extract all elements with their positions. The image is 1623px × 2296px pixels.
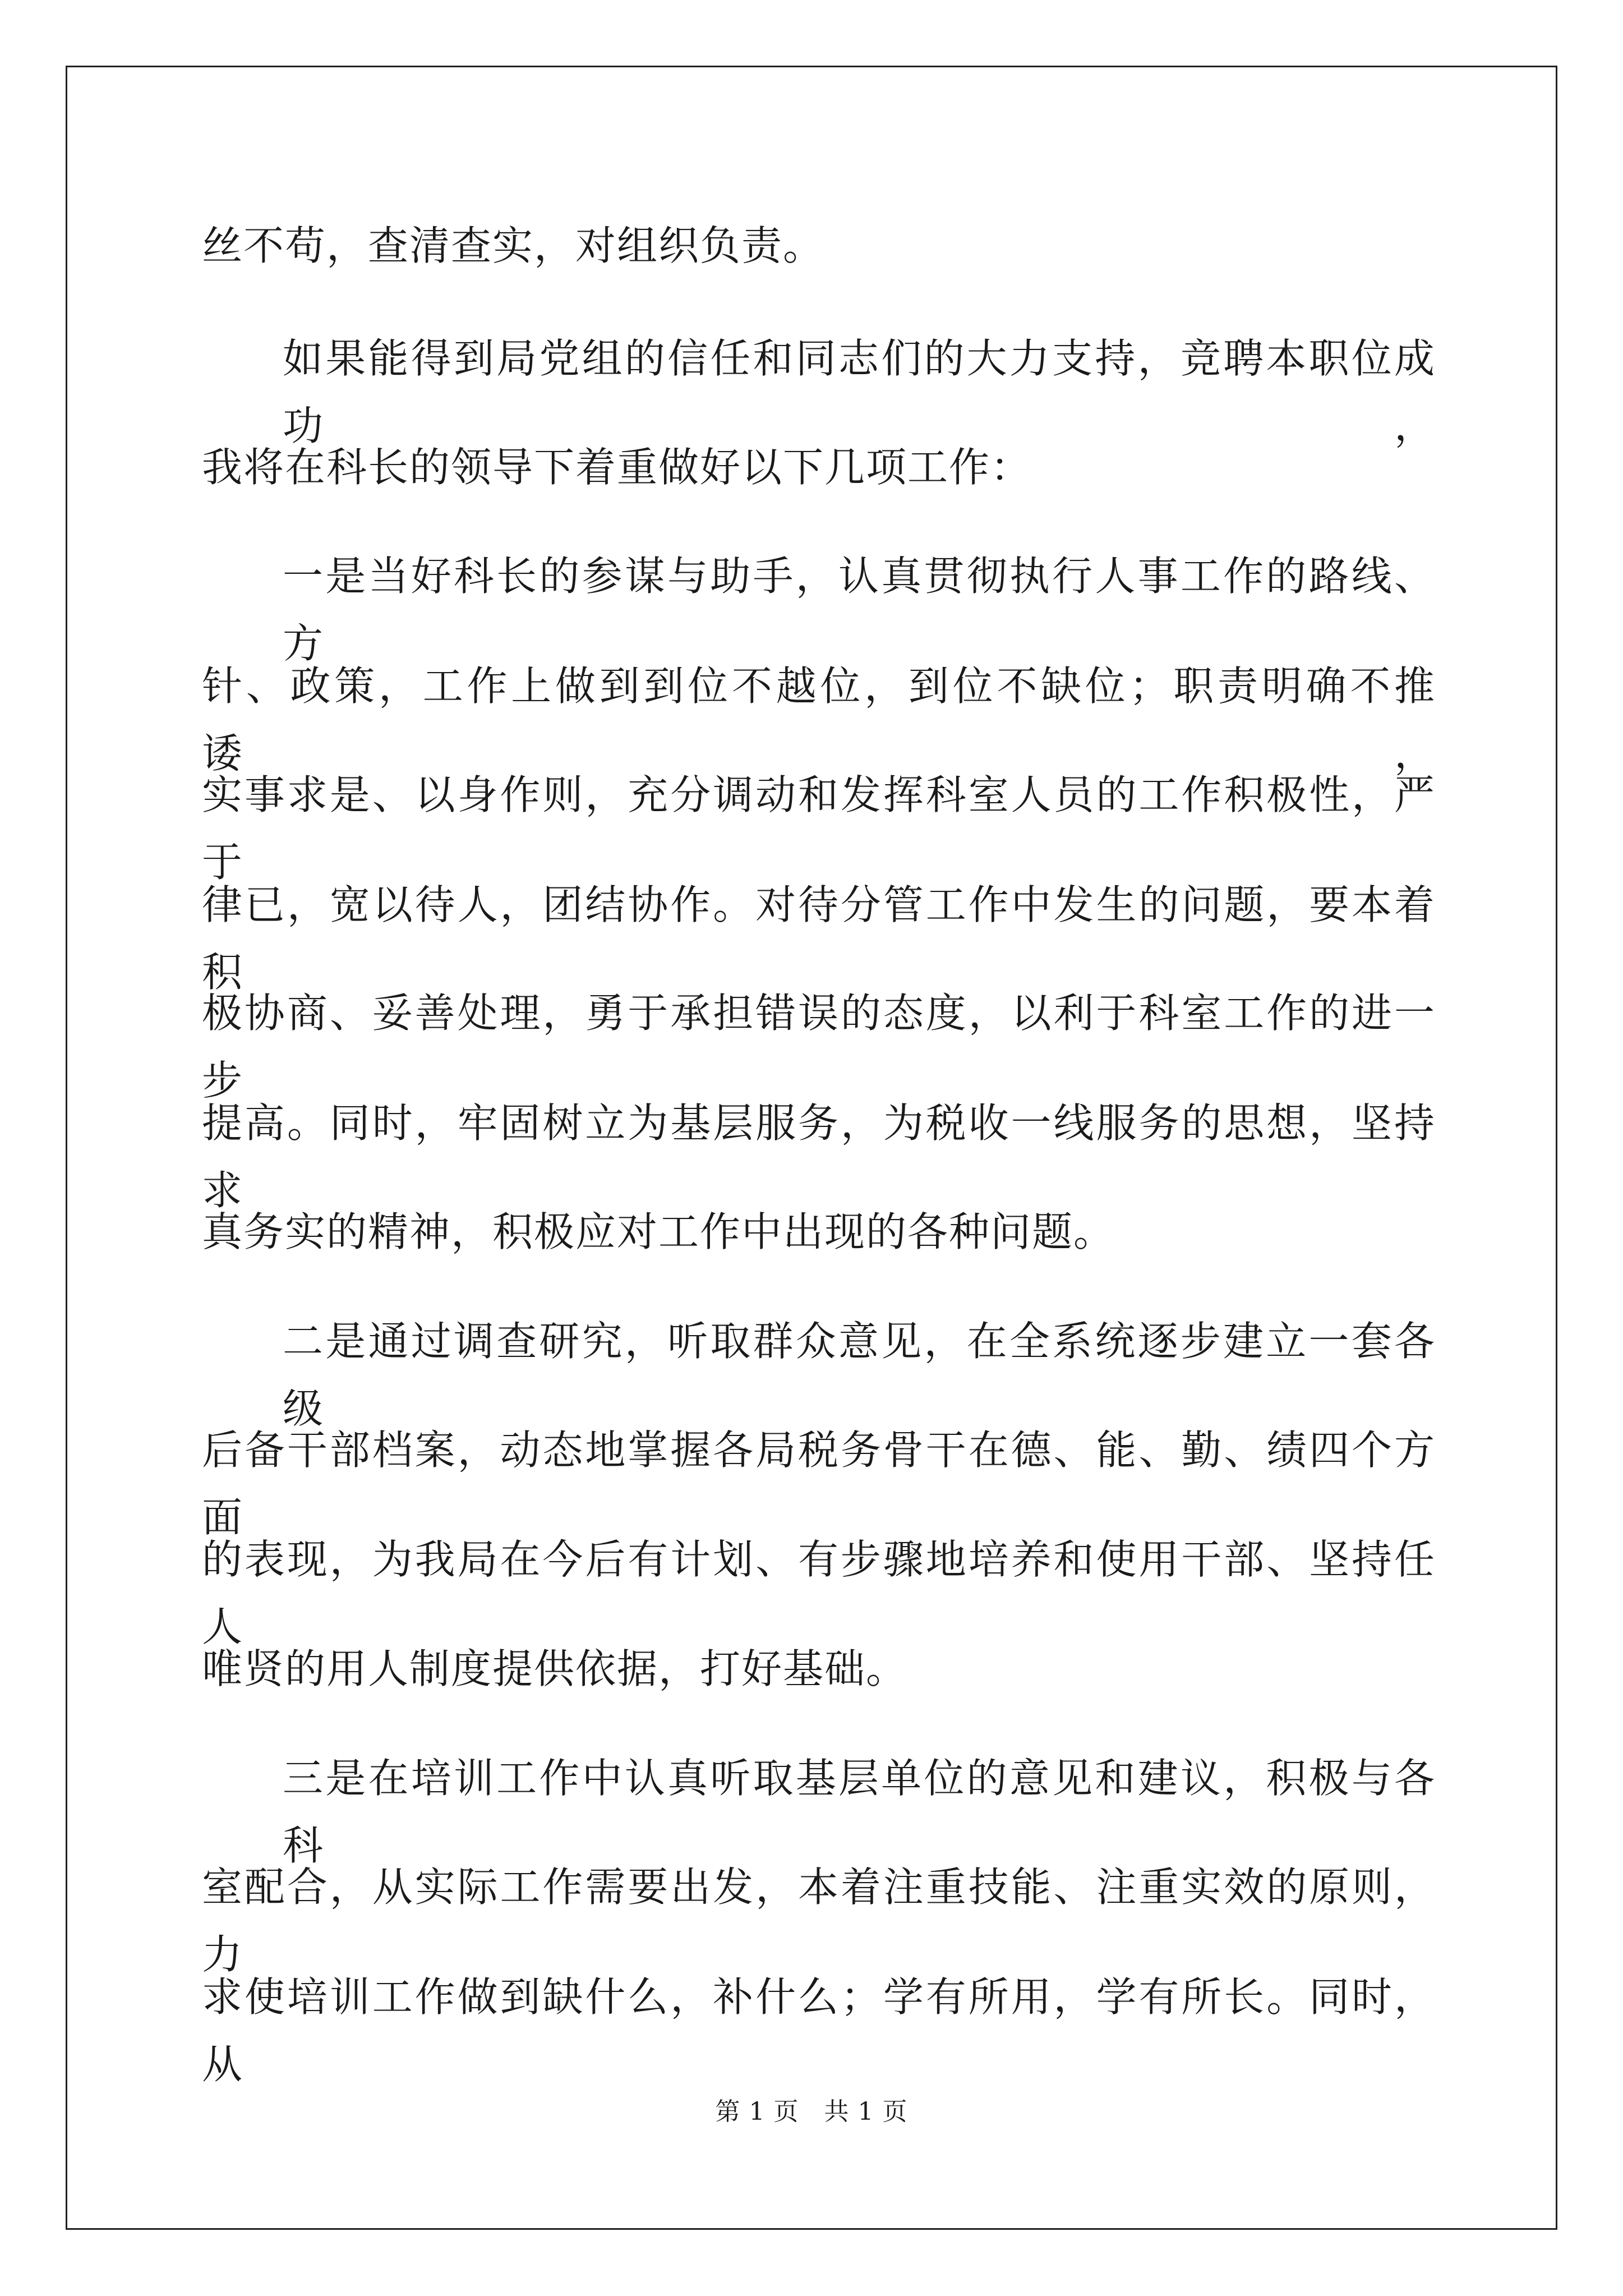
- text-line: 如果能得到局党组的信任和同志们的大力支持，竞聘本职位成功，: [283, 335, 1436, 449]
- text-line: 提高。同时，牢固树立为基层服务，为税收一线服务的思想，坚持求: [202, 1099, 1436, 1214]
- text-line: 求使培训工作做到缺什么，补什么；学有所用，学有所长。同时，从: [202, 1973, 1436, 2088]
- text-line: 律已，宽以待人，团结协作。对待分管工作中发生的问题，要本着积: [202, 881, 1436, 996]
- text-line: 二是通过调查研究，听取群众意见，在全系统逐步建立一套各级: [283, 1318, 1436, 1432]
- text-line: 三是在培训工作中认真听取基层单位的意见和建议，积极与各科: [283, 1755, 1436, 1869]
- text-line: 唯贤的用人制度提供依据，打好基础。: [202, 1645, 908, 1692]
- text-line: 我将在科长的领导下着重做好以下几项工作：: [202, 444, 1032, 491]
- text-line: 的表现，为我局在今后有计划、有步骤地培养和使用干部、坚持任人: [202, 1536, 1436, 1650]
- text-line: 针、政策，工作上做到到位不越位，到位不缺位；职责明确不推诿，: [202, 662, 1436, 777]
- text-line: 后备干部档案，动态地掌握各局税务骨干在德、能、勤、绩四个方面: [202, 1427, 1436, 1541]
- text-line: 丝不苟，查清查实，对组织负责。: [202, 222, 825, 269]
- text-line: 极协商、妥善处理，勇于承担错误的态度，以利于科室工作的进一步: [202, 990, 1436, 1104]
- text-line: 实事求是、以身作则，充分调动和发挥科室人员的工作积极性，严于: [202, 771, 1436, 886]
- page-number-footer: 第 1 页 共 1 页: [715, 2097, 908, 2126]
- text-line: 室配合，从实际工作需要出发，本着注重技能、注重实效的原则，力: [202, 1864, 1436, 1978]
- text-line: 真务实的精神，积极应对工作中出现的各种问题。: [202, 1208, 1115, 1255]
- text-line: 一是当好科长的参谋与助手，认真贯彻执行人事工作的路线、方: [283, 553, 1436, 667]
